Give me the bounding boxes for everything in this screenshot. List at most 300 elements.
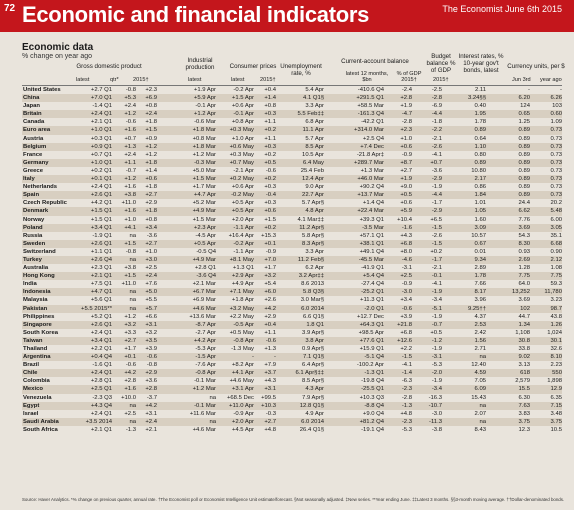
cell-cp1: +2.9 Apr (231, 273, 254, 280)
cell-g1: -2.3 Q3 (92, 394, 112, 401)
cell-x2: 3.05 (550, 224, 562, 231)
cell-un: 11.1 Apr (302, 127, 324, 134)
country-name: Belgium (23, 143, 47, 150)
table-row (22, 191, 562, 199)
cell-un: 6.8 Apr (305, 119, 324, 126)
current-account-pct-subheader: % of GDP 2015† (396, 71, 422, 83)
cell-un: 9.0 Apr (305, 184, 324, 191)
cell-cp2: -0.4 (265, 192, 276, 199)
cell-un: 1.8 Q1 (306, 321, 324, 328)
country-name: Argentina (23, 354, 51, 361)
cell-ca1: +314.0 Mar (354, 127, 384, 134)
cell-ca1: -25.2 Q1 (361, 289, 384, 296)
cell-g1: +7.0 Q1 (90, 95, 112, 102)
gdp-2015-subheader: 2015† (133, 77, 149, 83)
cell-cp1: -1.3 May (231, 346, 254, 352)
cell-g1: +2.5 Q1 (90, 386, 112, 393)
cell-x1: 2,579 (515, 378, 530, 385)
cell-un: 6.0 2014 (301, 418, 324, 425)
cell-g3: +2.3 (145, 87, 157, 93)
cell-x1: 3.13 (518, 362, 530, 369)
cell-ip: +13.6 Mar (189, 313, 216, 320)
country-name: France (23, 151, 43, 158)
country-name: Britain (23, 111, 42, 118)
cell-g1: +2.6 Q1 (90, 192, 112, 199)
cell-ca2: -4.6 (401, 256, 412, 263)
cell-ca2: -4.7 (401, 111, 412, 118)
cell-ca2: +0.5 (400, 192, 412, 199)
cell-x2: 0.73 (550, 176, 562, 183)
table-row (22, 94, 562, 102)
cell-g3: +7.6 (145, 281, 157, 288)
cell-g3: +0.8 (145, 103, 157, 110)
cell-ir: 12.40 (471, 362, 486, 369)
cell-cp1: -2.1 Apr (233, 167, 254, 174)
cell-ca1: +2.5 Q4 (362, 135, 384, 142)
cell-x1: 12.3 (518, 426, 530, 433)
table-row (22, 118, 562, 126)
cell-ip: +4.9 Mar (192, 208, 216, 215)
cell-un: 3.2 Apr‡‡ (298, 273, 324, 280)
cell-bb: -1.2 (431, 337, 442, 344)
cell-g3: +0.8 (145, 216, 157, 223)
cell-x2: 6.00 (550, 216, 562, 223)
country-name: Austria (23, 135, 44, 142)
table-row (22, 199, 562, 207)
cell-x1: 0.93 (518, 248, 530, 255)
cell-un: 8.3 Apr§ (302, 240, 324, 247)
cell-un: 3.3 Apr (305, 103, 324, 110)
cell-g2: +0.7 (124, 135, 136, 142)
cell-ir: 10.80 (471, 167, 486, 174)
cell-cp1: -0.1 Apr (233, 111, 254, 118)
cell-bb: -1.5 (431, 224, 442, 231)
cell-un: 5.7 Apr§ (302, 200, 324, 207)
table-row (22, 272, 562, 280)
cell-x1: 0.89 (518, 151, 530, 158)
cell-g2: +1.2 (124, 111, 136, 118)
cell-ca2: +3.9 (400, 313, 412, 320)
cell-cp1: +8.2 Apr (231, 362, 254, 369)
cell-ip: +2.8 Q1 (194, 265, 216, 272)
cell-ca1: -1.3 Q1 (364, 370, 384, 377)
cell-x2: 0.90 (550, 248, 562, 255)
cell-cp2: +0.5 (264, 159, 276, 166)
cell-bb: -6.9 (431, 103, 442, 110)
table-row (22, 151, 562, 159)
cell-g1: +4.3 Q4 (90, 402, 112, 409)
cell-ir: 15.43 (471, 394, 486, 401)
cell-ip: -0.6 Mar (194, 119, 216, 126)
cell-g2: +5.3 (124, 95, 136, 102)
cell-x1: 3.69 (518, 224, 530, 231)
cell-ca2: -6.3 (401, 378, 412, 385)
country-name: Malaysia (23, 297, 48, 304)
cell-ir: 0.89 (474, 159, 486, 166)
cell-bb: +6.5 (430, 216, 442, 223)
cell-ca2: +0.6 (400, 200, 412, 207)
cell-cp1: +0.3 May (229, 127, 254, 134)
cell-g2: +11.0 (121, 200, 136, 207)
cell-x2: 2.23 (550, 362, 562, 369)
country-name: China (23, 95, 40, 102)
cell-g2: +11.0 (121, 281, 136, 288)
cell-ca1: -5.1 Q4 (364, 354, 384, 361)
table-row (22, 240, 562, 248)
currency-year-ago-subheader: year ago (540, 77, 562, 83)
cell-g2: +1.5 (124, 273, 136, 280)
footnote: Source: Haver Analytics. *% change on previous quarter, annual rate. †The Economist poll or Economist Intelligence Unit estimate/forecast. §Not seasonally adjusted. ‡New series. **Year ending June. ‡‡Latest 3 months. §§3-month moving average. ††Dollar-denominated bonds. (22, 497, 565, 502)
cell-ca1: +291.5 Q1 (356, 95, 384, 102)
cell-un: 4.8 Apr (305, 208, 324, 215)
cell-x2: 11,780 (544, 289, 562, 296)
cell-un: 0.9 Apr§ (302, 346, 324, 352)
cell-g3: +5.0 (145, 289, 157, 296)
cell-x2: 0.73 (550, 143, 562, 150)
cell-un: 7.9 Apr§ (302, 394, 324, 401)
cell-un: 4.1 Q1§ (303, 95, 324, 102)
cell-g2: +3.2 (124, 321, 136, 328)
cell-cp2: +0.3 (264, 200, 276, 207)
cell-cp2: +0.2 (264, 151, 276, 158)
cell-x1: 7.63 (518, 402, 530, 409)
cell-x1: 1.34 (518, 321, 530, 328)
cell-cp2: +1.1 (264, 329, 276, 336)
cell-un: 3.3 Apr (305, 248, 324, 255)
cell-bb: -1.9 (431, 313, 442, 320)
cell-g1: +2.1 Q1 (90, 119, 112, 126)
country-name: Mexico (23, 386, 43, 393)
cell-x2: 0.73 (550, 151, 562, 158)
cell-ip: +5.9 Apr (193, 95, 216, 102)
cell-g2: +1.2 (124, 176, 136, 183)
cell-ca1: -19.8 Q4 (361, 378, 384, 385)
cell-g3: +2.1 (145, 426, 157, 433)
cell-cp2: +0.4 (264, 87, 276, 93)
cell-bb: -2.8 (431, 95, 442, 102)
cell-g3: +0.9 (145, 135, 157, 142)
country-name: Spain (23, 192, 40, 199)
cell-ca2: +1.9 (400, 176, 412, 183)
cell-cp2: -0.6 (265, 337, 276, 344)
cell-bb: -1.9 (431, 289, 442, 296)
cell-g3: +2.7 (145, 192, 157, 199)
cell-cp2: +1.4 (264, 95, 276, 102)
cell-g1: +3.4 Q1 (90, 337, 112, 344)
table-row (22, 264, 562, 272)
cell-ca2: -1.5 (401, 354, 412, 361)
cell-ca2: +12.6 (397, 337, 412, 344)
country-name: Pakistan (23, 305, 48, 312)
cell-x2: 43.8 (550, 313, 562, 320)
cell-ir: 1.10 (474, 143, 486, 150)
cell-ir: 8.43 (474, 426, 486, 433)
cell-cp2: +3.7 (264, 370, 276, 377)
cell-un: 12.8 Q1§ (299, 402, 324, 409)
cell-ip: -1.5 Apr (195, 354, 216, 361)
cell-un: 22.7 Apr (302, 192, 324, 199)
cell-un: 8.6 2013 (301, 281, 324, 288)
cell-ip: na (209, 418, 216, 425)
country-name: Italy (23, 176, 35, 183)
cell-x2: 103 (552, 103, 562, 110)
cell-cp2: +99.5 (261, 394, 276, 401)
cell-un: 26.4 Q1§ (299, 426, 324, 433)
table-row (22, 135, 562, 143)
cell-ca1: +46.0 Mar (357, 176, 384, 183)
cell-ip: +1.2 Mar (192, 151, 216, 158)
cell-ip: +11.6 Mar (189, 410, 216, 417)
cell-g3: -3.6 (146, 232, 157, 239)
cell-cp2: +4.2 (264, 305, 276, 312)
cell-ca1: -100.2 Apr (356, 362, 384, 369)
cell-g3: +1.2 (145, 143, 157, 150)
cell-g2: +1.2 (124, 313, 136, 320)
cell-g1: +2.6 Q1 (90, 321, 112, 328)
cell-cp2: - (274, 354, 276, 361)
cell-ca2: -2.4 (401, 87, 412, 93)
table-row (22, 321, 562, 329)
country-name: Brazil (23, 362, 40, 369)
cell-ir: 1.78 (474, 119, 486, 126)
cell-cp2: -0.3 (265, 410, 276, 417)
table-row (22, 288, 562, 296)
cell-ip: +1.7 Mar (192, 184, 216, 191)
cell-cp2: +4.3 (264, 378, 276, 385)
country-name: Singapore (23, 321, 52, 328)
cell-ir: 8.17 (474, 289, 486, 296)
cell-x1: 1.25 (518, 119, 530, 126)
cell-cp1: -0.9 Apr (233, 410, 254, 417)
cell-cp2: +0.6 (264, 208, 276, 215)
cell-ip: -0.5 Q4 (196, 248, 216, 255)
cell-ir: 10.57 (471, 232, 486, 239)
cell-g1: +0.4 Q4 (90, 354, 112, 361)
cell-g3: +1.8 (145, 208, 157, 215)
cell-bb: -3.4 (431, 297, 442, 304)
cell-bb: -1.9 (431, 346, 442, 352)
cell-ca1: +11.3 Q1 (360, 297, 384, 304)
table-row (22, 305, 562, 313)
cell-ip: +6.9 Mar (192, 297, 216, 304)
currency-header: Currency units, per $ (507, 63, 565, 70)
country-name: Poland (23, 224, 43, 231)
cell-ir: 2.07 (474, 410, 486, 417)
cell-bb: -0.7 (431, 321, 442, 328)
table-row (22, 394, 562, 402)
cell-un: 6.4 May (303, 159, 324, 166)
cell-g2: -0.6 (125, 362, 136, 369)
cell-x2: 35.1 (550, 232, 562, 239)
cell-ip: +4.2 Apr (193, 337, 216, 344)
cell-ca2: +8.0 (400, 248, 412, 255)
cell-ca1: +1.4 Q4 (362, 200, 384, 207)
cell-ca1: +12.7 Dec (356, 313, 384, 320)
current-account-header: Current-account balance (341, 58, 409, 65)
cell-ip: +4.9 Mar (192, 256, 216, 263)
cell-g2: -0.8 (125, 87, 136, 93)
country-name: Denmark (23, 208, 49, 215)
cell-x1: 9.02 (518, 354, 530, 361)
page-title: Economic and financial indicators (22, 2, 370, 27)
cell-ip: +2.1 Mar (192, 281, 216, 288)
cell-cp2: +2.9 (264, 313, 276, 320)
cell-g3: +0.6 (145, 176, 157, 183)
cell-ir: 0.67 (474, 240, 486, 247)
cell-g3: +3.0 (145, 256, 157, 263)
cell-bb: -2.6 (431, 143, 442, 150)
cell-x2: 1,898 (547, 378, 562, 385)
table-row (22, 159, 562, 167)
cell-cp1: +0.7 May (229, 159, 254, 166)
cell-x1: 3.83 (518, 410, 530, 417)
cell-cp1: +2.0 Apr (231, 216, 254, 223)
cell-ir: 3.96 (474, 297, 486, 304)
cell-ca1: -19.1 Q4 (361, 426, 384, 433)
cell-x1: 54.3 (518, 232, 530, 239)
cell-g1: +2.1 Q1 (90, 426, 112, 433)
cell-cp1: +2.0 Apr (231, 418, 254, 425)
cell-ir: 1.78 (474, 273, 486, 280)
cell-ca1: -41.9 Q1 (361, 265, 384, 272)
cell-bb: -1.9 (431, 184, 442, 191)
cell-ip: -0.3 Mar (194, 159, 216, 166)
cell-x1: 6.20 (518, 95, 530, 102)
cell-x2: 0.73 (550, 184, 562, 191)
cell-ip: +0.5 Apr (193, 240, 216, 247)
gdp-header: Gross domestic product (76, 63, 142, 70)
cell-g3: +5.7 (145, 305, 157, 312)
cell-x2: 0.73 (550, 135, 562, 142)
cell-g3: +2.5 (145, 265, 157, 272)
cell-cp1: +0.5 Apr (231, 208, 254, 215)
country-name: Thailand (23, 346, 48, 352)
cell-g1: -1.9 Q1 (92, 232, 112, 239)
cell-cp2: +0.2 (264, 176, 276, 183)
cell-g2: -0.6 (125, 119, 136, 126)
cell-g2: +3.8 (124, 192, 136, 199)
cell-cp2: +2.7 (264, 418, 276, 425)
cell-g3: +2.4 (145, 111, 157, 118)
cell-x2: 7.75 (550, 273, 562, 280)
cell-g1: +2.3 Q1 (90, 265, 112, 272)
cell-bb: -5.1 (431, 305, 442, 312)
cell-g1: +1.0 Q1 (90, 127, 112, 134)
cell-ip: -5.3 Apr (195, 346, 216, 352)
country-name: Egypt (23, 402, 40, 409)
country-name: Sweden (23, 240, 46, 247)
cell-ca2: -1.6 (401, 224, 412, 231)
cell-ip: +1.2 Mar (192, 386, 216, 393)
cell-x2: 1.26 (550, 321, 562, 328)
cell-x2: 5.48 (550, 208, 562, 215)
budget-2015-subheader: 2015† (433, 77, 449, 83)
cell-g1: +1.5 Q1 (90, 216, 112, 223)
cell-ca2: +10.4 (397, 216, 412, 223)
cell-x1: 7.75 (518, 273, 530, 280)
cell-g2: +2.4 (124, 103, 136, 110)
cell-g3: +1.2 (145, 151, 157, 158)
country-name: Netherlands (23, 184, 58, 191)
cell-ca1: -8.8 Q4 (364, 402, 384, 409)
cell-ir: 0.40 (474, 103, 486, 110)
cell-un: 11.2 Feb§ (297, 256, 324, 263)
cell-cp1: -1.1 Apr (233, 224, 254, 231)
cell-x2: 0.73 (550, 127, 562, 134)
cell-x2: 3.75 (550, 418, 562, 425)
cell-x2: 32.6 (550, 346, 562, 352)
table-row (22, 110, 562, 118)
cell-x2: 6.68 (550, 240, 562, 247)
country-name: Euro area (23, 127, 51, 134)
cell-un: 6.1 Apr§‡‡ (295, 370, 324, 377)
cell-un: 5.8 Q3§ (303, 289, 324, 296)
cell-un: 6.2 Apr (305, 265, 324, 272)
cell-cp1: +1.0 Apr (231, 135, 254, 142)
cell-cp2: +0.3 (264, 111, 276, 118)
cell-bb: -2.0 (431, 370, 442, 377)
cell-x1: 6.30 (518, 394, 530, 401)
table-row (22, 248, 562, 256)
country-name: Israel (23, 410, 39, 417)
cell-x1: 2.69 (518, 256, 530, 263)
cell-ca1: +49.1 Q4 (359, 248, 384, 255)
cell-ip: -2.7 Apr (195, 329, 216, 336)
cell-ca1: +10.3 Q3 (359, 394, 384, 401)
cell-ca2: -0.6 (401, 305, 412, 312)
country-name: Czech Republic (23, 200, 67, 207)
cell-g1: +1.1 Q1 (90, 248, 112, 255)
cell-bb: -2.2 (431, 127, 442, 134)
cell-x2: 20.2 (550, 200, 562, 207)
cell-un: 10.5 Apr (302, 151, 324, 158)
cell-ca1: +81.2 Q4 (359, 418, 384, 425)
country-name: Norway (23, 216, 45, 223)
cell-cp1: +68.5 Dec (226, 394, 254, 401)
cell-g2: +2.7 (124, 337, 136, 344)
cell-g2: +1.5 (124, 240, 136, 247)
cell-x2: 1.09 (550, 119, 562, 126)
cell-ca2: -1.4 (401, 370, 412, 377)
country-name: Venezuela (23, 394, 52, 401)
cell-ca2: +0.6 (400, 143, 412, 150)
cell-bb: -2.9 (431, 176, 442, 183)
cell-ir: 1.84 (474, 192, 486, 199)
cell-g1: +3.4 Q1 (90, 224, 112, 231)
cell-cp2: +6.0 (264, 289, 276, 296)
cell-g2: +1.3 (124, 143, 136, 150)
cell-bb: -1.9 (431, 378, 442, 385)
cell-g3: +6.9 (145, 95, 157, 102)
cell-g3: +2.7 (145, 240, 157, 247)
country-name: Switzerland (23, 248, 56, 255)
cell-cp2: +3.1 (264, 386, 276, 393)
cell-bb: -2.1 (431, 265, 442, 272)
cell-x2: 2.12 (550, 256, 562, 263)
cell-ir: 0.80 (474, 151, 486, 158)
table-row (22, 102, 562, 110)
cell-x2: 8.10 (550, 354, 562, 361)
table-row (22, 216, 562, 224)
cell-g2: +4.2 (124, 370, 136, 377)
cell-ca1: +98.5 Apr (358, 329, 384, 336)
cell-un: 5.7 Apr (305, 135, 324, 142)
cell-ca1: -3.5 Mar (362, 224, 384, 231)
cell-ca1: +9.0 Q4 (362, 410, 384, 417)
cell-g2: +3.8 (124, 265, 136, 272)
cell-g3: +4.2 (145, 402, 157, 409)
cell-cp2: +0.8 (264, 103, 276, 110)
